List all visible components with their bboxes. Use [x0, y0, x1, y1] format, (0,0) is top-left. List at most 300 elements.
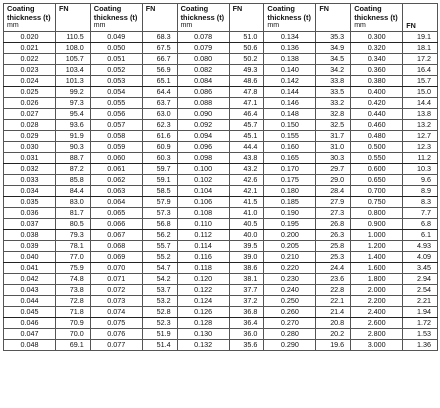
fn-cell: 73.8	[56, 284, 91, 295]
header-fn-1: FN	[56, 4, 91, 32]
thickness-cell: 2.400	[351, 306, 403, 317]
thickness-cell: 0.800	[351, 207, 403, 218]
fn-cell: 51.0	[229, 31, 264, 42]
fn-cell: 2.94	[403, 273, 438, 284]
thickness-cell: 2.800	[351, 328, 403, 339]
fn-cell: 67.5	[142, 42, 177, 53]
header-fn-3: FN	[229, 4, 264, 32]
fn-cell: 36.8	[229, 306, 264, 317]
thickness-cell: 0.100	[177, 163, 229, 174]
table-row	[4, 64, 438, 75]
thickness-cell: 0.092	[177, 119, 229, 130]
thickness-cell: 0.132	[177, 339, 229, 350]
thickness-cell: 0.650	[351, 174, 403, 185]
fn-cell: 4.93	[403, 240, 438, 251]
fn-cell: 54.2	[142, 273, 177, 284]
fn-cell: 52.8	[142, 306, 177, 317]
fn-cell: 36.0	[229, 328, 264, 339]
thickness-cell: 0.056	[90, 108, 142, 119]
thickness-cell: 1.600	[351, 262, 403, 273]
fn-cell: 38.1	[229, 273, 264, 284]
table-row	[4, 163, 438, 174]
fn-cell: 56.8	[142, 218, 177, 229]
thickness-cell: 0.061	[90, 163, 142, 174]
thickness-cell: 0.480	[351, 130, 403, 141]
fn-cell: 56.2	[142, 229, 177, 240]
thickness-cell: 0.220	[264, 262, 316, 273]
thickness-cell: 0.033	[4, 174, 56, 185]
fn-cell: 33.2	[316, 97, 351, 108]
thickness-cell: 0.900	[351, 218, 403, 229]
thickness-cell: 0.073	[90, 295, 142, 306]
thickness-cell: 0.148	[264, 108, 316, 119]
fn-cell: 4.09	[403, 251, 438, 262]
header-thickness-5	[351, 4, 403, 32]
thickness-cell: 0.048	[4, 339, 56, 350]
table-row	[4, 119, 438, 130]
fn-cell: 25.8	[316, 240, 351, 251]
fn-cell: 110.5	[56, 31, 91, 42]
thickness-cell: 0.027	[4, 108, 56, 119]
fn-cell: 24.4	[316, 262, 351, 273]
fn-cell: 36.4	[229, 317, 264, 328]
fn-cell: 51.4	[142, 339, 177, 350]
fn-cell: 75.9	[56, 262, 91, 273]
fn-cell: 38.6	[229, 262, 264, 273]
thickness-cell: 0.094	[177, 130, 229, 141]
fn-cell: 26.3	[316, 229, 351, 240]
fn-cell: 37.7	[229, 284, 264, 295]
thickness-cell: 0.072	[90, 284, 142, 295]
header-thickness-3	[177, 4, 229, 32]
fn-cell: 15.7	[403, 75, 438, 86]
thickness-cell: 0.042	[4, 273, 56, 284]
fn-cell: 35.6	[229, 339, 264, 350]
thickness-cell: 0.038	[4, 229, 56, 240]
thickness-cell: 0.500	[351, 141, 403, 152]
fn-cell: 71.8	[56, 306, 91, 317]
thickness-cell: 0.114	[177, 240, 229, 251]
header-row	[4, 4, 438, 32]
thickness-cell: 0.078	[177, 31, 229, 42]
thickness-cell: 2.000	[351, 284, 403, 295]
thickness-cell: 0.067	[90, 229, 142, 240]
fn-cell: 30.3	[316, 152, 351, 163]
fn-cell: 61.6	[142, 130, 177, 141]
fn-cell: 22.8	[316, 284, 351, 295]
fn-cell: 85.8	[56, 174, 91, 185]
fn-cell: 1.53	[403, 328, 438, 339]
header-thickness-unit: mm	[180, 22, 193, 29]
fn-cell: 33.8	[316, 75, 351, 86]
thickness-cell: 0.165	[264, 152, 316, 163]
header-thickness-label: Coating	[93, 4, 122, 13]
table-row	[4, 97, 438, 108]
table-row	[4, 240, 438, 251]
table-row	[4, 31, 438, 42]
fn-cell: 78.1	[56, 240, 91, 251]
thickness-cell: 0.074	[90, 306, 142, 317]
thickness-cell: 0.270	[264, 317, 316, 328]
header-thickness-unit: mm	[354, 22, 366, 29]
thickness-cell: 0.064	[90, 196, 142, 207]
fn-cell: 81.7	[56, 207, 91, 218]
header-thickness-label: Coating	[180, 4, 209, 13]
thickness-cell: 0.146	[264, 97, 316, 108]
thickness-cell: 0.036	[4, 207, 56, 218]
header-thickness-label-2: thickness (t)	[180, 12, 225, 22]
thickness-cell: 0.290	[264, 339, 316, 350]
fn-cell: 12.3	[403, 141, 438, 152]
thickness-cell: 0.098	[177, 152, 229, 163]
table-row	[4, 295, 438, 306]
header-thickness-label: Coating	[354, 4, 382, 13]
fn-cell: 29.0	[316, 174, 351, 185]
fn-cell: 14.4	[403, 97, 438, 108]
fn-cell: 2.21	[403, 295, 438, 306]
thickness-cell: 0.060	[90, 152, 142, 163]
table-row	[4, 284, 438, 295]
thickness-cell: 0.138	[264, 53, 316, 64]
fn-cell: 42.1	[229, 185, 264, 196]
header-fn-4: FN	[316, 4, 351, 32]
header-thickness-1	[4, 4, 56, 32]
fn-cell: 80.5	[56, 218, 91, 229]
fn-cell: 34.9	[316, 42, 351, 53]
fn-cell: 59.1	[142, 174, 177, 185]
thickness-cell: 0.210	[264, 251, 316, 262]
thickness-cell: 0.024	[4, 75, 56, 86]
thickness-cell: 1.200	[351, 240, 403, 251]
thickness-cell: 0.084	[177, 75, 229, 86]
fn-cell: 13.2	[403, 119, 438, 130]
thickness-cell: 0.185	[264, 196, 316, 207]
thickness-cell: 0.150	[264, 119, 316, 130]
thickness-cell: 0.053	[90, 75, 142, 86]
thickness-cell: 0.075	[90, 317, 142, 328]
fn-cell: 35.3	[316, 31, 351, 42]
fn-cell: 34.2	[316, 64, 351, 75]
thickness-cell: 0.044	[4, 295, 56, 306]
thickness-cell: 0.045	[4, 306, 56, 317]
thickness-cell: 0.112	[177, 229, 229, 240]
fn-cell: 55.2	[142, 251, 177, 262]
table-row	[4, 53, 438, 64]
fn-cell: 108.0	[56, 42, 91, 53]
header-thickness-unit: mm	[93, 22, 106, 29]
thickness-cell: 0.032	[4, 163, 56, 174]
fn-cell: 29.7	[316, 163, 351, 174]
thickness-cell: 0.250	[264, 295, 316, 306]
fn-cell: 41.5	[229, 196, 264, 207]
fn-cell: 54.7	[142, 262, 177, 273]
fn-cell: 55.7	[142, 240, 177, 251]
table-row	[4, 317, 438, 328]
fn-cell: 66.7	[142, 53, 177, 64]
fn-cell: 77.0	[56, 251, 91, 262]
fn-cell: 23.6	[316, 273, 351, 284]
fn-cell: 27.3	[316, 207, 351, 218]
fn-cell: 50.2	[229, 53, 264, 64]
fn-cell: 69.1	[56, 339, 91, 350]
fn-cell: 28.4	[316, 185, 351, 196]
thickness-cell: 0.055	[90, 97, 142, 108]
thickness-cell: 0.037	[4, 218, 56, 229]
table-row	[4, 273, 438, 284]
header-fn-2: FN	[142, 4, 177, 32]
fn-cell: 97.3	[56, 97, 91, 108]
thickness-cell: 0.750	[351, 196, 403, 207]
fn-cell: 87.2	[56, 163, 91, 174]
thickness-cell: 0.104	[177, 185, 229, 196]
thickness-cell: 0.066	[90, 218, 142, 229]
fn-cell: 68.3	[142, 31, 177, 42]
fn-cell: 1.72	[403, 317, 438, 328]
thickness-cell: 2.600	[351, 317, 403, 328]
fn-cell: 99.2	[56, 86, 91, 97]
fn-cell: 53.7	[142, 284, 177, 295]
table-row	[4, 174, 438, 185]
thickness-cell: 0.034	[4, 185, 56, 196]
fn-cell: 60.9	[142, 141, 177, 152]
thickness-cell: 0.096	[177, 141, 229, 152]
thickness-cell: 0.400	[351, 86, 403, 97]
fn-cell: 7.7	[403, 207, 438, 218]
thickness-cell: 0.140	[264, 64, 316, 75]
header-thickness-label-2: thickness (t)	[267, 12, 311, 22]
fn-cell: 27.9	[316, 196, 351, 207]
thickness-cell: 0.170	[264, 163, 316, 174]
fn-cell: 43.2	[229, 163, 264, 174]
thickness-cell: 0.550	[351, 152, 403, 163]
fn-cell: 58.5	[142, 185, 177, 196]
fn-cell: 47.8	[229, 86, 264, 97]
fn-cell: 93.6	[56, 119, 91, 130]
thickness-cell: 0.082	[177, 64, 229, 75]
thickness-cell: 0.029	[4, 130, 56, 141]
fn-cell: 20.8	[316, 317, 351, 328]
header-thickness-label-2: thickness (t)	[7, 12, 51, 22]
fn-cell: 70.0	[56, 328, 91, 339]
fn-cell: 12.7	[403, 130, 438, 141]
fn-cell: 21.4	[316, 306, 351, 317]
thickness-cell: 0.360	[351, 64, 403, 75]
thickness-cell: 1.800	[351, 273, 403, 284]
thickness-cell: 0.260	[264, 306, 316, 317]
thickness-cell: 0.030	[4, 141, 56, 152]
fn-cell: 15.0	[403, 86, 438, 97]
fn-cell: 17.2	[403, 53, 438, 64]
table-row	[4, 207, 438, 218]
header-thickness-4	[264, 4, 316, 32]
fn-cell: 13.8	[403, 108, 438, 119]
table-row	[4, 108, 438, 119]
thickness-cell: 0.054	[90, 86, 142, 97]
fn-cell: 46.4	[229, 108, 264, 119]
table-row	[4, 306, 438, 317]
fn-cell: 41.0	[229, 207, 264, 218]
thickness-cell: 0.340	[351, 53, 403, 64]
thickness-cell: 0.062	[90, 174, 142, 185]
thickness-cell: 0.102	[177, 174, 229, 185]
fn-cell: 32.8	[316, 108, 351, 119]
fn-cell: 50.6	[229, 42, 264, 53]
fn-cell: 43.8	[229, 152, 264, 163]
thickness-cell: 0.106	[177, 196, 229, 207]
thickness-cell: 1.400	[351, 251, 403, 262]
thickness-cell: 0.065	[90, 207, 142, 218]
fn-cell: 72.8	[56, 295, 91, 306]
fn-cell: 51.9	[142, 328, 177, 339]
thickness-cell: 0.440	[351, 108, 403, 119]
thickness-cell: 0.041	[4, 262, 56, 273]
fn-cell: 57.3	[142, 207, 177, 218]
fn-cell: 33.5	[316, 86, 351, 97]
thickness-cell: 0.110	[177, 218, 229, 229]
fn-cell: 47.1	[229, 97, 264, 108]
fn-cell: 45.7	[229, 119, 264, 130]
thickness-cell: 0.144	[264, 86, 316, 97]
thickness-cell: 0.600	[351, 163, 403, 174]
fn-cell: 31.0	[316, 141, 351, 152]
thickness-cell: 0.230	[264, 273, 316, 284]
fn-cell: 42.6	[229, 174, 264, 185]
thickness-cell: 0.130	[177, 328, 229, 339]
fn-cell: 31.7	[316, 130, 351, 141]
thickness-cell: 0.180	[264, 185, 316, 196]
fn-cell: 95.4	[56, 108, 91, 119]
thickness-cell: 0.175	[264, 174, 316, 185]
header-thickness-unit: mm	[7, 22, 19, 29]
table-row	[4, 130, 438, 141]
fn-cell: 22.1	[316, 295, 351, 306]
thickness-cell: 0.300	[351, 31, 403, 42]
thickness-cell: 0.142	[264, 75, 316, 86]
table-row	[4, 251, 438, 262]
fn-cell: 6.1	[403, 229, 438, 240]
thickness-cell: 0.046	[4, 317, 56, 328]
thickness-cell: 0.380	[351, 75, 403, 86]
fn-cell: 26.8	[316, 218, 351, 229]
table-row	[4, 185, 438, 196]
fn-cell: 8.9	[403, 185, 438, 196]
thickness-cell: 0.200	[264, 229, 316, 240]
fn-cell: 16.4	[403, 64, 438, 75]
thickness-cell: 0.460	[351, 119, 403, 130]
fn-cell: 18.1	[403, 42, 438, 53]
thickness-cell: 0.035	[4, 196, 56, 207]
thickness-cell: 0.108	[177, 207, 229, 218]
fn-cell: 25.3	[316, 251, 351, 262]
fn-cell: 62.3	[142, 119, 177, 130]
fn-cell: 60.3	[142, 152, 177, 163]
thickness-cell: 0.086	[177, 86, 229, 97]
fn-cell: 79.3	[56, 229, 91, 240]
thickness-cell: 0.136	[264, 42, 316, 53]
fn-cell: 9.6	[403, 174, 438, 185]
fn-cell: 1.94	[403, 306, 438, 317]
thickness-cell: 0.023	[4, 64, 56, 75]
table-row	[4, 86, 438, 97]
fn-cell: 52.3	[142, 317, 177, 328]
thickness-cell: 0.079	[177, 42, 229, 53]
thickness-cell: 0.124	[177, 295, 229, 306]
fn-cell: 8.3	[403, 196, 438, 207]
fn-cell: 39.0	[229, 251, 264, 262]
thickness-cell: 0.068	[90, 240, 142, 251]
table-row	[4, 141, 438, 152]
header-thickness-label-2: thickness (t)	[354, 12, 398, 22]
fn-cell: 88.7	[56, 152, 91, 163]
table-row	[4, 218, 438, 229]
thickness-cell: 0.022	[4, 53, 56, 64]
thickness-cell: 0.040	[4, 251, 56, 262]
table-row	[4, 42, 438, 53]
fn-cell: 83.0	[56, 196, 91, 207]
thickness-cell: 0.160	[264, 141, 316, 152]
fn-cell: 3.45	[403, 262, 438, 273]
fn-cell: 19.1	[403, 31, 438, 42]
fn-cell: 103.4	[56, 64, 91, 75]
thickness-cell: 0.052	[90, 64, 142, 75]
fn-cell: 64.4	[142, 86, 177, 97]
fn-cell: 53.2	[142, 295, 177, 306]
table-row	[4, 229, 438, 240]
thickness-cell: 0.116	[177, 251, 229, 262]
thickness-cell: 0.057	[90, 119, 142, 130]
table-row	[4, 196, 438, 207]
thickness-cell: 0.128	[177, 317, 229, 328]
thickness-cell: 0.071	[90, 273, 142, 284]
header-thickness-label: Coating	[267, 4, 295, 13]
thickness-cell: 0.090	[177, 108, 229, 119]
thickness-cell: 0.076	[90, 328, 142, 339]
fn-cell: 20.2	[316, 328, 351, 339]
fn-cell: 90.3	[56, 141, 91, 152]
thickness-cell: 0.195	[264, 218, 316, 229]
thickness-cell: 0.021	[4, 42, 56, 53]
thickness-cell: 0.028	[4, 119, 56, 130]
fn-cell: 6.8	[403, 218, 438, 229]
header-thickness-2	[90, 4, 142, 32]
thickness-cell: 0.120	[177, 273, 229, 284]
fn-cell: 10.3	[403, 163, 438, 174]
fn-cell: 40.5	[229, 218, 264, 229]
fn-cell: 37.2	[229, 295, 264, 306]
thickness-cell: 0.134	[264, 31, 316, 42]
fn-cell: 19.6	[316, 339, 351, 350]
thickness-cell: 0.420	[351, 97, 403, 108]
thickness-cell: 3.000	[351, 339, 403, 350]
thickness-cell: 0.043	[4, 284, 56, 295]
fn-cell: 91.9	[56, 130, 91, 141]
header-fn-5: FN	[403, 4, 438, 32]
thickness-cell: 0.080	[177, 53, 229, 64]
fn-cell: 44.4	[229, 141, 264, 152]
fn-cell: 63.0	[142, 108, 177, 119]
fn-cell: 1.36	[403, 339, 438, 350]
thickness-cell: 0.190	[264, 207, 316, 218]
thickness-cell: 1.000	[351, 229, 403, 240]
fn-cell: 70.9	[56, 317, 91, 328]
thickness-cell: 0.039	[4, 240, 56, 251]
thickness-cell: 0.320	[351, 42, 403, 53]
thickness-cell: 0.025	[4, 86, 56, 97]
thickness-cell: 0.077	[90, 339, 142, 350]
table-row	[4, 339, 438, 350]
table-row	[4, 262, 438, 273]
thickness-cell: 0.280	[264, 328, 316, 339]
